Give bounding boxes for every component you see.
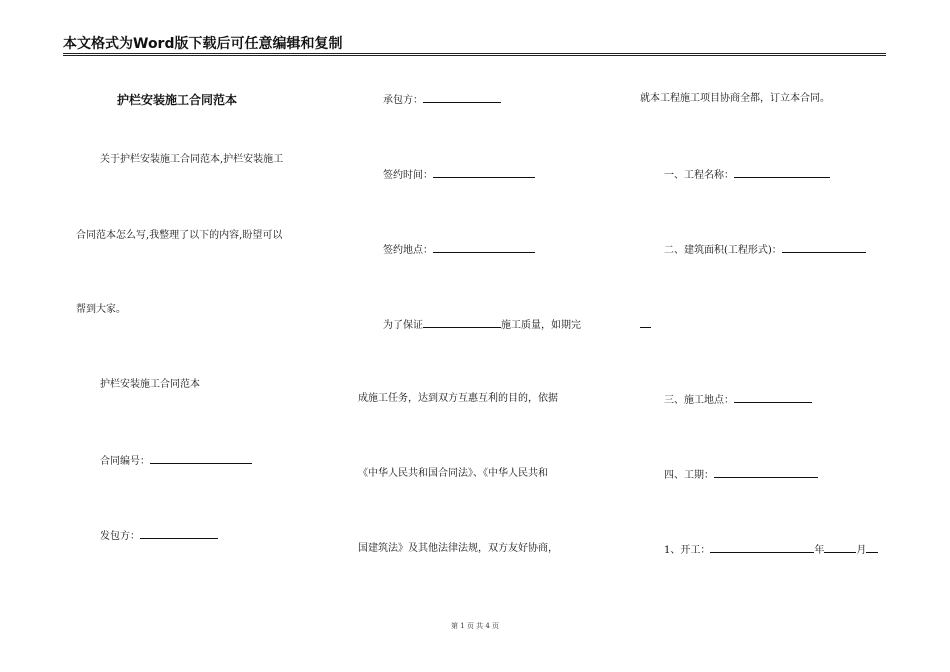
document-header: 本文格式为Word版下载后可任意编辑和复制 [63, 36, 343, 52]
month-label: 月 [856, 545, 867, 556]
contractor-line [383, 93, 501, 107]
contract-number-blank [150, 454, 252, 464]
purpose-line-1 [383, 318, 581, 332]
site-location-line [664, 393, 812, 407]
building-area-line [664, 243, 866, 257]
sign-place-line [383, 243, 535, 257]
contract-subtitle: 护栏安装施工合同范本 [100, 379, 200, 390]
employer-blank [140, 529, 218, 539]
employer-label: 发包方： [100, 531, 140, 542]
contractor-label: 承包方： [383, 95, 423, 106]
year-label: 年 [814, 545, 825, 556]
site-location-blank [734, 393, 812, 403]
intro-line-3: 帮到大家。 [76, 304, 126, 315]
header-rule-bottom [63, 55, 886, 56]
intro-line-1: 关于护栏安装施工合同范本,护栏安装施工 [100, 154, 284, 165]
day-blank [866, 543, 878, 553]
duration-line [664, 468, 818, 482]
purpose-blank [423, 318, 501, 328]
start-date-blank [710, 543, 814, 553]
continuation-blank-line [640, 318, 651, 332]
project-name-label: 一、工程名称： [664, 170, 734, 181]
purpose-line-2: 成施工任务，达到双方互惠互利的目的，依据 [358, 393, 558, 404]
intro-line-2: 合同范本怎么写,我整理了以下的内容,盼望可以 [76, 230, 283, 241]
contract-number-line [100, 454, 252, 468]
month-blank [824, 543, 856, 553]
duration-blank [714, 468, 818, 478]
start-date-label: 1、开工： [664, 545, 711, 556]
header-rule-top [63, 53, 886, 54]
agreement-line: 就本工程施工项目协商全都，订立本合同。 [640, 93, 830, 104]
sign-place-blank [433, 243, 535, 253]
employer-line [100, 529, 218, 543]
purpose-line-3: 《中华人民共和国合同法》、《中华人民共和 [358, 468, 548, 479]
duration-label: 四、工期： [664, 470, 714, 481]
project-name-line [664, 168, 830, 182]
site-location-label: 三、施工地点： [664, 395, 734, 406]
sign-time-blank [433, 168, 535, 178]
building-area-blank [782, 243, 866, 253]
sign-place-label: 签约地点： [383, 245, 433, 256]
document-title: 护栏安装施工合同范本 [117, 93, 238, 107]
contract-number-label: 合同编号： [100, 456, 150, 467]
purpose-line-4: 国建筑法》及其他法律法规，双方友好协商， [358, 543, 558, 554]
sign-time-label: 签约时间： [383, 170, 433, 181]
page-number: 第 1 页 共 4 页 [450, 622, 500, 630]
start-date-line [664, 543, 878, 557]
contractor-blank [423, 93, 501, 103]
purpose-text-a: 为了保证 [383, 320, 423, 331]
continuation-blank [640, 318, 651, 328]
purpose-text-b: 施工质量，如期完 [501, 320, 581, 331]
building-area-label: 二、建筑面积(工程形式)： [664, 245, 782, 256]
sign-time-line [383, 168, 535, 182]
project-name-blank [734, 168, 830, 178]
